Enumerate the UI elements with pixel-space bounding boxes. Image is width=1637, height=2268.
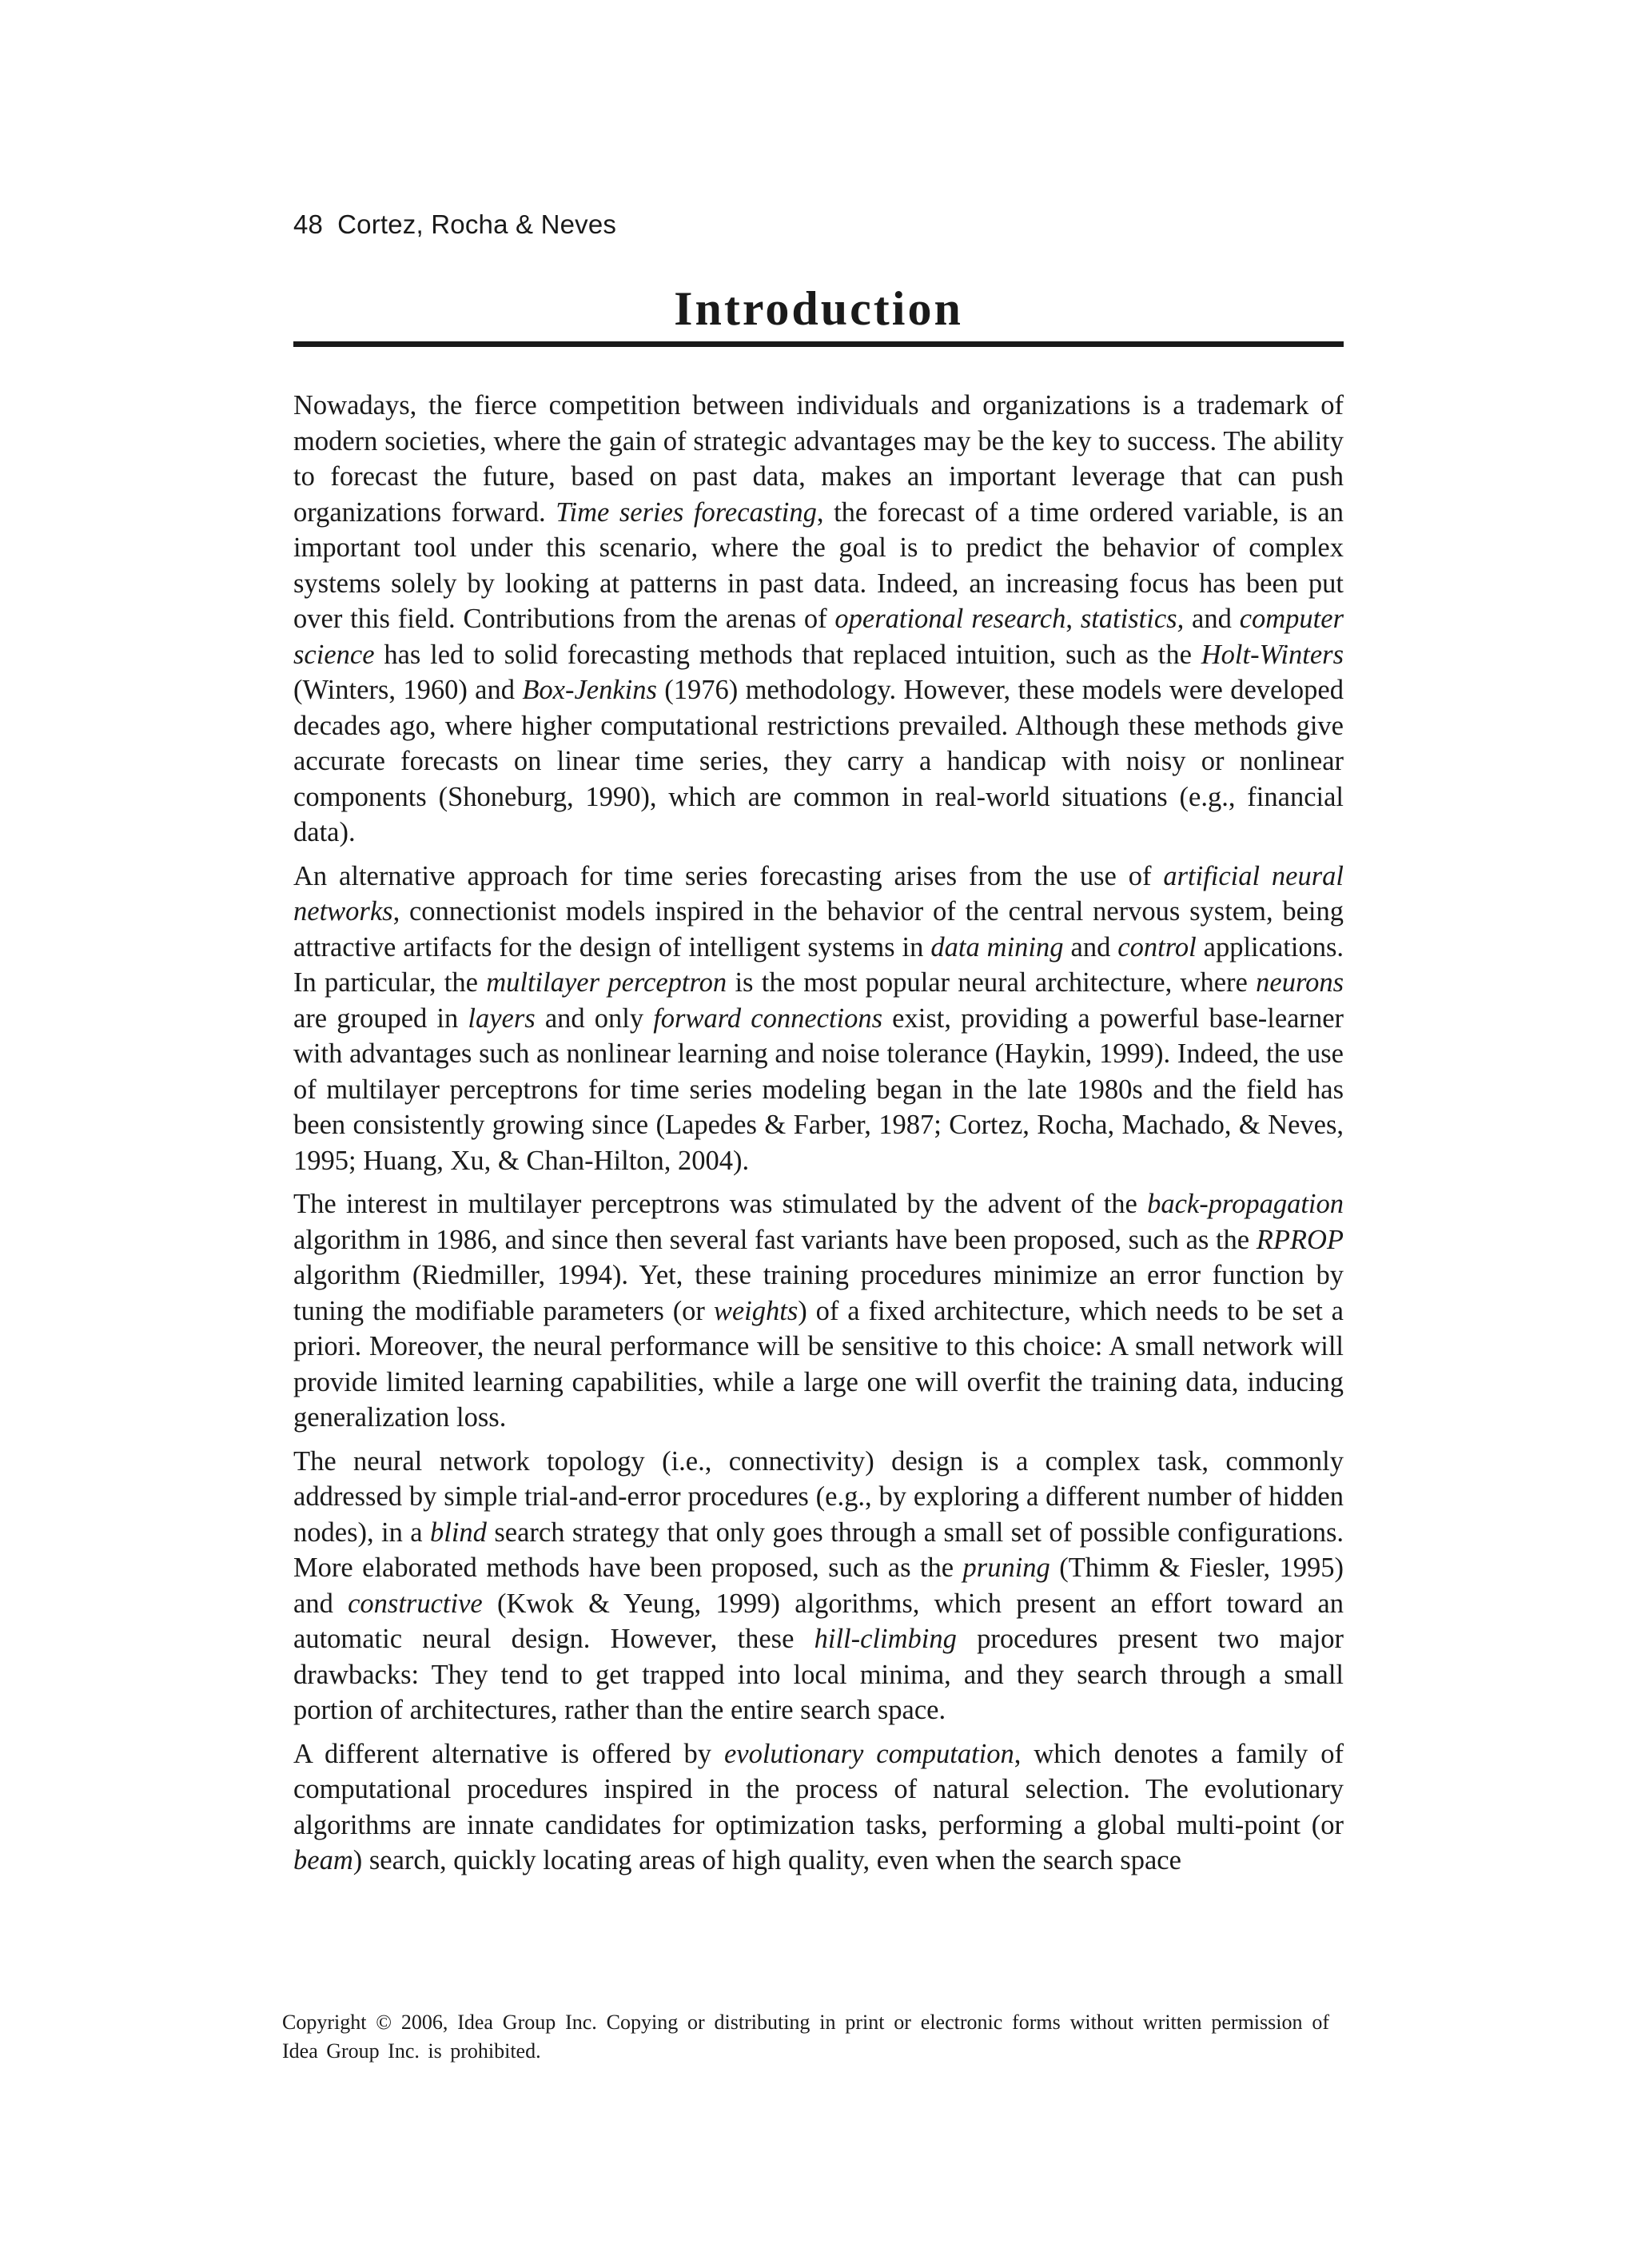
text-run: , which denotes a family of computational procedures inspired in the process of natural selection. The evolutionary algorithms are innate candidates for optimization tasks, performing a global multi-point (or [293, 1738, 1344, 1840]
italic-term: weights [713, 1295, 799, 1326]
text-run: search strategy that only goes through a small set of possible configurations. More elaborated methods have been proposed, such as the [293, 1517, 1344, 1583]
italic-term: Box-Jenkins [522, 675, 657, 705]
italic-term: hill-climbing [814, 1624, 957, 1654]
italic-term: artificial neural networks [293, 860, 1344, 927]
running-head-authors: Cortez, Rocha & Neves [337, 209, 617, 239]
text-run: and only [535, 1002, 654, 1034]
page-number: 48 [293, 209, 324, 239]
italic-term: RPROP [1256, 1224, 1344, 1255]
italic-term: Time series forecasting [556, 496, 817, 528]
text-run: algorithm in 1986, and since then several fast variants have been proposed, such as the [293, 1224, 1257, 1255]
text-run: An alternative approach for time series forecasting arises from the use of [293, 860, 1164, 891]
text-run: , the forecast of a time ordered variable, is an important tool under this scenario, where the goal is to predict the behavior of complex systems solely by looking at patterns in past data. Indeed, an increasing focus has been put over this field. Contributions from the arenas of [293, 496, 1344, 634]
text-run: (Kwok & Yeung, 1999) algorithms, which present an effort toward an automatic neural design. However, these [293, 1588, 1344, 1654]
running-head [293, 209, 616, 240]
text-run: and [1063, 931, 1118, 963]
text-run: ) of a fixed architecture, which needs to be set a priori. Moreover, the neural performance will be sensitive to this choice: A small network will provide limited learning capabilities, while a large one will overfit the training data, inducing generalization loss. [293, 1295, 1344, 1433]
text-run: (1976) methodology. However, these models were developed decades ago, where higher computational restrictions prevailed. Although these methods give accurate forecasts on linear time series, they carry a handicap with noisy or nonlinear components (Shoneburg, 1990), which are common in real-world situations (e.g., financial data). [293, 675, 1344, 847]
copyright-notice: Copyright © 2006, Idea Group Inc. Copying or distributing in print or electronic forms without written permission of Idea Group Inc. is prohibited. [282, 2011, 1329, 2063]
italic-term: computer science [293, 604, 1344, 670]
body-paragraph [293, 859, 1344, 1179]
italic-term: constructive [348, 1588, 483, 1619]
italic-term: operational research [834, 604, 1066, 634]
body-paragraph [293, 1186, 1344, 1436]
text-run: are grouped in [293, 1002, 468, 1034]
text-run: , [1065, 604, 1081, 634]
text-run: Nowadays, the fierce competition between individuals and organizations is a trademark of modern societies, where the gain of strategic advantages may be the key to success. The ability to forecast the future, based on past data, makes an important leverage that can push organizations forward. [293, 390, 1344, 528]
italic-term: forward connections [653, 1002, 883, 1034]
italic-term: blind [430, 1517, 487, 1548]
text-run: The neural network topology (i.e., connectivity) design is a complex task, commonly addressed by simple trial-and-error procedures (e.g., by exploring a different number of hidden nodes), in a [293, 1445, 1344, 1548]
italic-term: data mining [930, 931, 1064, 963]
italic-term: evolutionary computation [723, 1738, 1014, 1769]
text-run: (Thimm & Fiesler, 1995) and [293, 1553, 1344, 1619]
italic-term: pruning [962, 1553, 1050, 1583]
body-paragraph [293, 1736, 1344, 1879]
text-run: , connectionist models inspired in the behavior of the central nervous system, being attractive artifacts for the design of intelligent systems in [293, 896, 1344, 963]
body-paragraph [293, 1444, 1344, 1728]
italic-term: control [1117, 931, 1197, 963]
text-run: A different alternative is offered by [293, 1738, 724, 1769]
text-run: algorithm (Riedmiller, 1994). Yet, these training procedures minimize an error function by tuning the modifiable parameters (or [293, 1260, 1344, 1326]
text-run: (Winters, 1960) and [293, 675, 523, 705]
text-run: applications. In particular, the [293, 931, 1344, 998]
body-text [293, 388, 1344, 1887]
text-run: exist, providing a powerful base-learner with advantages such as nonlinear learning and noise tolerance (Haykin, 1999). Indeed, the use of multilayer perceptrons for time series modeling began in the late 1980s and the field has been consistently growing since (Lapedes & Farber, 1987; Cortez, Rocha, Machado, & Neves, 1995; Huang, Xu, & Chan-Hilton, 2004). [293, 1002, 1344, 1176]
text-run: and [1184, 604, 1240, 634]
body-paragraph [293, 388, 1344, 851]
italic-term: layers [468, 1002, 536, 1034]
italic-term: statistics, [1080, 604, 1185, 634]
text-run: is the most popular neural architecture, where [727, 967, 1257, 998]
italic-term: beam [293, 1845, 353, 1875]
text-run: has led to solid forecasting methods that replaced intuition, such as the [374, 639, 1201, 670]
italic-term: neurons [1256, 967, 1344, 998]
italic-term: back-propagation [1147, 1189, 1344, 1219]
italic-term: Holt-Winters [1201, 639, 1344, 670]
text-run: The interest in multilayer perceptrons was stimulated by the advent of the [293, 1189, 1148, 1219]
italic-term: multilayer perceptron [486, 967, 727, 998]
section-title: Introduction [674, 282, 963, 335]
text-run: procedures present two major drawbacks: They tend to get trapped into local minima, and they search through a small portion of architectures, rather than the entire search space. [293, 1624, 1344, 1725]
title-rule [293, 341, 1344, 347]
text-run: ) search, quickly locating areas of high quality, even when the search space [352, 1845, 1181, 1875]
